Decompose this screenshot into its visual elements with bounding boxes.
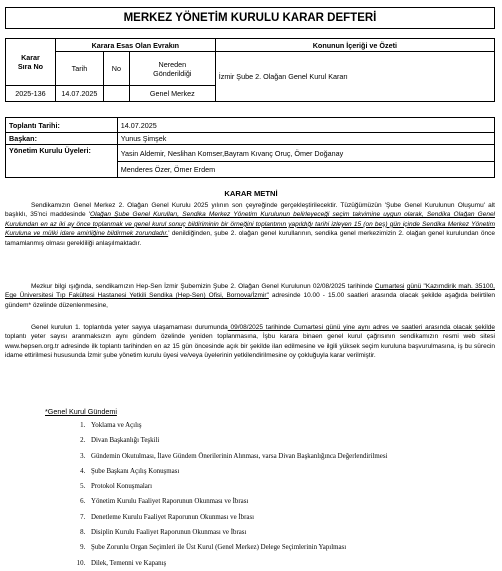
uyeler-line-1: Yasin Aldemir, Neslihan Komser,Bayram Kıvanç Oruç, Ömer Doğanay	[117, 145, 494, 162]
gundem-item: 1. Yoklama ve Açılış	[87, 418, 502, 433]
paragraph-3: Genel kurulun 1. toplantıda yeter sayıya ulaşamaması durumunda 09/08/2025 tarihinde Cumartesi günü yine aynı adres ve saatleri arasında olacak şekilde toplantı yeter sayısı aranmaksızın aynı gündem özelinde yeniden toplanmasına, İşbu karara binaen genel kurul çağrısının sendikamızın resmi web sitesi www.hepsen.org.tr adresinde ilk toplantı tarihinden en az 15 gün öncesinde açık bir şekilde ilan edilmesine ve ilgili yüksek seçim kuruluna başvurulmasına, iş bu sürecin idame ettirilmesi hususunda İzmir şube yönetim kurulu üyesi ve/veya üyelerinin yetkilendirilmesine oy çokluğuyla karar verilmiştir.	[5, 324, 495, 360]
gundem-item: 8. Disiplin Kurulu Faaliyet Raporunun Okunması ve İbrası	[87, 525, 502, 540]
tarih-value: 14.07.2025	[55, 86, 103, 102]
paragraph-2: Mezkur bilgi ışığında, sendikamızın Hep-Sen İzmir Şubemizin Şube 2. Olağan Genel Kurulunun 02/08/2025 tarihinde Cumartesi günü "Kazımdirik mah. 35100, Ege Üniversitesi Tıp Fakültesi Hastanesi Yetkili Sendika (Hep-Sen) Ofisi, Bornova/İzmir" adresinde 10.00 - 15.00 saatleri arasında olacak şekilde aşağıda belirtilen gündem* özelinde düzenlenmesine,	[5, 283, 495, 309]
gundem-item: 9. Şube Zorunlu Organ Seçimleri ile Üst Kurul (Genel Merkez) Delege Seçimlerinin Yapılması	[87, 540, 502, 555]
konu-header: Konunun İçeriği ve Özeti	[215, 39, 494, 52]
gundem-item: 3. Gündemin Okutulması, İlave Gündem Önerilerinin Alınması, varsa Divan Başkanlığınca Değerlendirilmesi	[87, 449, 502, 464]
gundem-list	[70, 418, 502, 571]
no-header: No	[103, 52, 129, 86]
karara-esas-header: Karara Esas Olan Evrakın	[55, 39, 215, 52]
karar-metni-title: KARAR METNİ	[224, 189, 278, 198]
meeting-address: günü "Kazımdirik mah. 35100, Ege Üniversitesi Tıp Fakültesi Hastanesi Yetkili Sendika (Hep-Sen) Ofisi, Bornova/İzmir"	[5, 283, 495, 300]
toplanti-label: Toplantı Tarihi:	[6, 118, 118, 133]
toplanti-value: 14.07.2025	[117, 118, 494, 133]
baskan-value: Yunus Şimşek	[117, 133, 494, 145]
gundem-item: 6. Yönetim Kurulu Faaliyet Raporunun Okunması ve İbrası	[87, 494, 502, 509]
gundem-item: 10. Dilek, Temenni ve Kapanış	[87, 556, 502, 571]
nereden-value: Genel Merkez	[129, 86, 215, 102]
tuzuk-quote: Olağan Şube Genel Kurulları, Sendika Merkez Yönetim Kurulunun belirleyeceği seçim takvimine uygun olarak, Sendika Olağan Genel Kurulundan en az iki ay önce toplanmak ve genel kurul sonuç bildiriminin bir örneğini toplantının yapıldığı tarihi izleyen 15 (on beş) gün içinde Sendika Merkez Yönetim Kuruluna ve mülki idare amirliğine bildirmek zorundadır.	[5, 211, 495, 238]
uyeler-label: Yönetim Kurulu Üyeleri:	[6, 145, 118, 178]
baskan-label: Başkan:	[6, 133, 118, 145]
gundem-item: 4. Şube Başkanı Açılış Konuşması	[87, 464, 502, 479]
gundem-item: 7. Denetleme Kurulu Faaliyet Raporunun Okunması ve İbrası	[87, 510, 502, 525]
gundem-title: *Genel Kurul Gündemi	[45, 407, 117, 416]
page-title: MERKEZ YÖNETİM KURULU KARAR DEFTERİ	[5, 7, 495, 29]
tarih-header: Tarih	[55, 52, 103, 86]
gundem-item: 2. Divan Başkanlığı Teşkili	[87, 433, 502, 448]
karar-sira-no-header: Karar Sıra No	[6, 39, 56, 86]
gundem-item: 5. Protokol Konuşmaları	[87, 479, 502, 494]
uyeler-line-2: Menderes Özer, Ömer Erdem	[117, 162, 494, 178]
nereden-header: Nereden Gönderildiği	[129, 52, 215, 86]
karar-no-value: 2025-136	[6, 86, 56, 102]
meeting-table	[5, 117, 495, 178]
no-value	[103, 86, 129, 102]
konu-value: İzmir Şube 2. Olağan Genel Kurul Kararı	[215, 52, 494, 102]
record-table	[5, 38, 495, 102]
paragraph-1: Sendikamızın Genel Merkez 2. Olağan Genel Kurulu 2025 yılının son çeyreğinde gerçekleştirilecektir. Tüzüğümüzün 'Şube Genel Kurulunun Oluşumu' alt başlıklı, 35'nci maddesinde 'Olağan Şube Genel Kurulları, Sendika Merkez Yönetim Kurulunun belirleyeceği seçim takvimine uygun olarak, Sendika Olağan Genel Kurulundan en az iki ay önce toplanmak ve genel kurul sonuç bildiriminin bir örneğini toplantının yapıldığı tarihi izleyen 15 (on beş) gün içinde Sendika Merkez Yönetim Kuruluna ve mülki idare amirliğine bildirmek zorundadır.' denildiğinden, şube 2. olağan genel kurullarının, sendika genel merkezimizin 2. olağan genel kurulundan önce tamamlanmış olması gerekliliği anlaşılmaktadır.	[5, 202, 495, 247]
